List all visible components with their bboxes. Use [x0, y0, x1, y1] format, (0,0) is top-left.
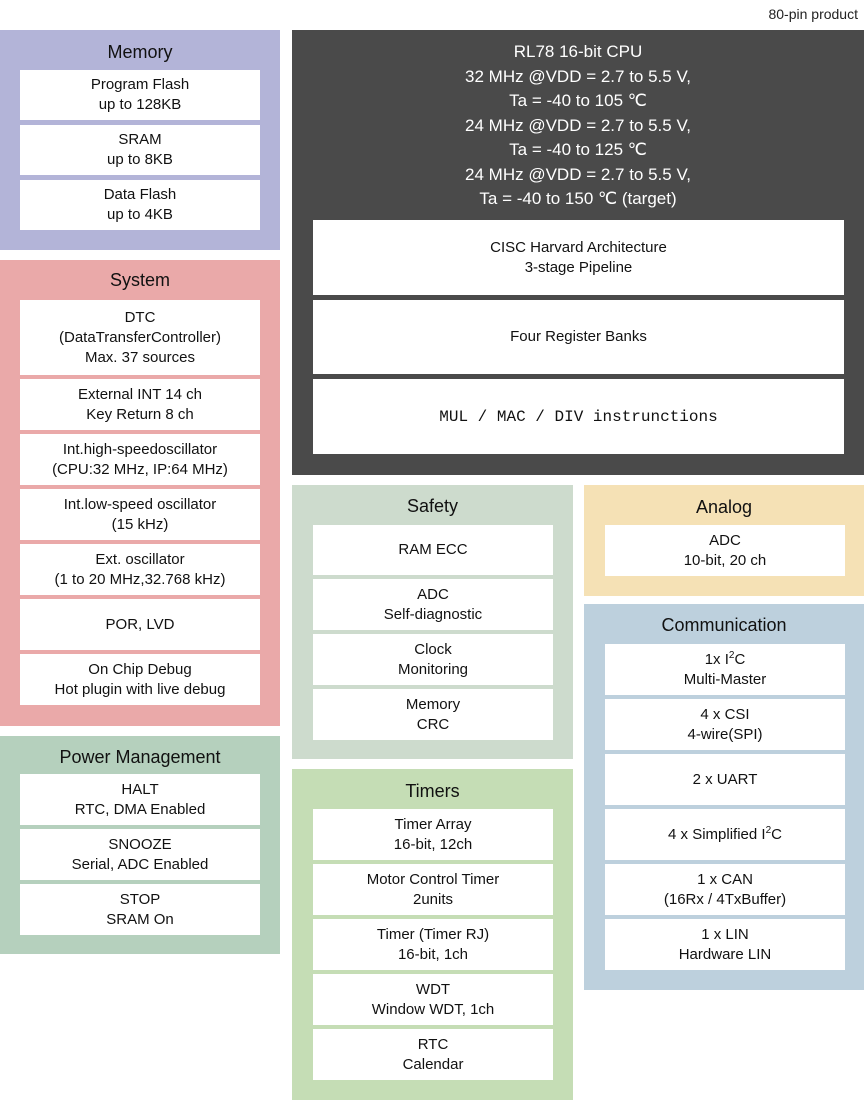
cpu-spec-line: Ta = -40 to 150 ℃ (target) [479, 189, 677, 208]
cpu-header [292, 40, 864, 212]
cpu-spec-line: Ta = -40 to 125 ℃ [509, 140, 647, 159]
system-item [20, 544, 260, 595]
timer-item-line: RTC [417, 1035, 449, 1053]
memory-item-line: Data Flash [103, 186, 177, 203]
comm-item-text: 1x I [704, 650, 729, 668]
system-item [20, 599, 260, 650]
cpu-panel [292, 30, 864, 475]
timers-panel [292, 769, 573, 1100]
power-item-line: Serial, ADC Enabled [71, 855, 209, 873]
system-item-line: (CPU:32 MHz, IP:64 MHz) [52, 460, 228, 478]
system-item-line: Hot plugin with live debug [54, 680, 226, 698]
power-item-line: HALT [121, 780, 159, 798]
comm-item [605, 699, 845, 750]
memory-panel [0, 30, 280, 250]
safety-item-line: CRC [416, 715, 450, 733]
analog-item-line: ADC [709, 531, 741, 549]
comm-item [605, 754, 845, 805]
cpu-spec-line: 32 MHz @VDD = 2.7 to 5.5 V, [465, 66, 691, 86]
system-item-line: External INT 14 ch [78, 385, 202, 403]
system-item-line: Max. 37 sources [84, 348, 196, 366]
comm-item-line: Multi-Master [683, 670, 767, 688]
system-item [20, 379, 260, 430]
power-management-panel [0, 736, 280, 954]
cpu-item [313, 300, 844, 374]
system-panel [0, 260, 280, 726]
comm-item [605, 809, 845, 860]
analog-panel [584, 485, 864, 596]
comm-item-line: 1 x CAN [697, 870, 753, 888]
cpu-item [313, 220, 844, 295]
timer-item-line: WDT [415, 980, 451, 998]
safety-item-line: Self-diagnostic [383, 605, 483, 623]
cpu-item-line: 3-stage Pipeline [524, 258, 633, 276]
superscript: 2 [765, 824, 772, 836]
system-item-line: POR, LVD [105, 615, 175, 633]
superscript: 2 [728, 649, 735, 661]
system-item [20, 300, 260, 375]
timer-item [313, 974, 553, 1025]
timer-item-line: Motor Control Timer [366, 870, 500, 888]
power-item-line: SNOOZE [108, 835, 172, 853]
analog-item [605, 525, 845, 576]
system-item-line: Int.high-speedoscillator [62, 440, 218, 458]
system-item-line: DTC [124, 308, 156, 326]
analog-item-line: 10-bit, 20 ch [683, 551, 767, 569]
cpu-item-line: CISC Harvard Architecture [490, 238, 667, 256]
cpu-item [313, 379, 844, 454]
cpu-spec-line: 24 MHz @VDD = 2.7 to 5.5 V, [465, 164, 691, 184]
memory-item-line: up to 4KB [107, 206, 173, 223]
power-management-title: Power Management [59, 747, 221, 767]
system-item-line: Int.low-speed oscillator [63, 495, 217, 513]
memory-item [20, 125, 260, 175]
system-item-line: (15 kHz) [111, 515, 169, 533]
comm-item-text: 4 x Simplified I [668, 825, 766, 843]
cpu-spec-line: Ta = -40 to 105 ℃ [509, 91, 647, 110]
timer-item-line: 16-bit, 12ch [393, 835, 473, 853]
safety-item-line: Monitoring [397, 660, 469, 678]
comm-item-text: C [734, 650, 746, 668]
safety-title: Safety [406, 496, 459, 516]
comm-item-line: 4 x CSI [700, 705, 750, 723]
comm-item-line: 2 x UART [692, 770, 758, 788]
power-item [20, 774, 260, 825]
cpu-item-line: MUL / MAC / DIV instrunctions [439, 407, 718, 426]
memory-item-line: up to 128KB [98, 96, 182, 113]
communication-title: Communication [661, 615, 787, 635]
power-item-line: STOP [119, 890, 161, 908]
safety-item [313, 525, 553, 575]
safety-item [313, 634, 553, 685]
system-item-line: On Chip Debug [88, 660, 192, 678]
safety-item [313, 579, 553, 630]
memory-item [20, 180, 260, 230]
timer-item-line: Calendar [402, 1055, 464, 1073]
timers-title: Timers [405, 781, 460, 801]
system-item-line: Key Return 8 ch [86, 405, 194, 423]
memory-item-line: Program Flash [90, 76, 190, 93]
comm-item [605, 919, 845, 970]
power-item-line: RTC, DMA Enabled [74, 800, 206, 818]
power-item-line: SRAM On [106, 910, 174, 928]
safety-item-line: RAM ECC [398, 541, 468, 558]
comm-item-line: (16Rx / 4TxBuffer) [663, 890, 787, 908]
timer-item [313, 919, 553, 970]
timer-item [313, 1029, 553, 1080]
communication-panel [584, 604, 864, 990]
timer-item-line: 16-bit, 1ch [397, 945, 469, 963]
comm-item-text: C [771, 825, 782, 843]
comm-item-line [705, 650, 746, 670]
cpu-spec-line: RL78 16-bit CPU [513, 42, 643, 61]
product-variant-label: 80-pin product [768, 6, 858, 22]
cpu-item-line: Four Register Banks [510, 328, 647, 345]
safety-item-line: ADC [417, 585, 449, 603]
memory-item [20, 70, 260, 120]
comm-item-line: 1 x LIN [701, 925, 749, 943]
system-item [20, 489, 260, 540]
memory-title: Memory [107, 42, 173, 62]
cpu-spec-line: 24 MHz @VDD = 2.7 to 5.5 V, [465, 115, 691, 135]
comm-item-line [668, 825, 782, 845]
safety-item [313, 689, 553, 740]
system-item-line: (1 to 20 MHz,32.768 kHz) [54, 570, 226, 588]
timer-item-line: Timer Array [394, 815, 472, 833]
power-item [20, 829, 260, 880]
system-item-line: Ext. oscillator [95, 550, 185, 568]
timer-item-line: Window WDT, 1ch [371, 1000, 495, 1018]
system-item-line: (DataTransferController) [59, 328, 221, 346]
safety-panel [292, 485, 573, 759]
timer-item [313, 809, 553, 860]
comm-item [605, 644, 845, 695]
comm-item-line: Hardware LIN [678, 945, 772, 963]
safety-item-line: Memory [405, 695, 461, 713]
timer-item-line: Timer (Timer RJ) [376, 925, 490, 943]
comm-item [605, 864, 845, 915]
analog-title: Analog [695, 497, 753, 517]
timer-item [313, 864, 553, 915]
comm-item-line: 4-wire(SPI) [687, 725, 763, 743]
system-title: System [109, 270, 170, 290]
memory-item-line: SRAM [118, 131, 162, 148]
power-item [20, 884, 260, 935]
system-item [20, 654, 260, 705]
timer-item-line: 2units [412, 890, 454, 908]
memory-item-line: up to 8KB [107, 151, 173, 168]
system-item [20, 434, 260, 485]
safety-item-line: Clock [414, 640, 452, 658]
